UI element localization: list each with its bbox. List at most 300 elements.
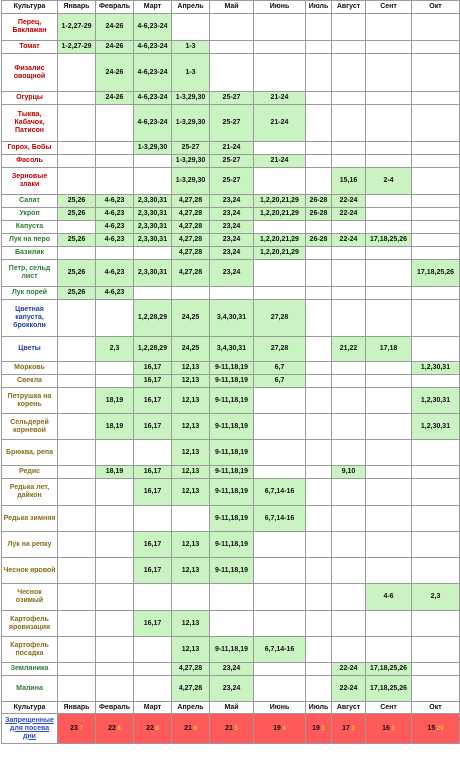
date-cell: 2-4: [366, 168, 412, 195]
crop-name: Редька зимняя: [2, 506, 58, 532]
table-row: [2, 168, 460, 195]
forbidden-day-cell: [332, 714, 366, 744]
date-cell: [254, 611, 306, 637]
date-cell: [210, 611, 254, 637]
crop-name: Картофель посадка: [2, 637, 58, 663]
crop-name: Лук порей: [2, 287, 58, 300]
date-cell: [96, 168, 134, 195]
date-cell: [96, 142, 134, 155]
crop-name: Лук на перо: [2, 234, 58, 247]
crop-name: Лук на репку: [2, 532, 58, 558]
footer-column-header: Февраль: [96, 702, 134, 714]
date-cell: [96, 532, 134, 558]
date-cell: [210, 287, 254, 300]
date-cell: [412, 466, 460, 479]
date-cell: [254, 142, 306, 155]
date-cell: 4-6,23: [96, 221, 134, 234]
date-cell: [306, 440, 332, 466]
date-cell: [412, 532, 460, 558]
forbidden-day-main: 19: [273, 724, 281, 732]
date-cell: [412, 208, 460, 221]
date-cell: [412, 375, 460, 388]
date-cell: [96, 676, 134, 702]
date-cell: [366, 388, 412, 414]
date-cell: [332, 41, 366, 54]
date-cell: 9-11,18,19: [210, 558, 254, 584]
date-cell: [412, 676, 460, 702]
date-cell: [412, 300, 460, 337]
date-cell: 9-11,18,19: [210, 466, 254, 479]
date-cell: 4,27,28: [172, 676, 210, 702]
date-cell: [366, 414, 412, 440]
forbidden-day-secondary: 1: [389, 725, 395, 732]
date-cell: 24-26: [96, 54, 134, 92]
column-header: Сент: [366, 1, 412, 14]
date-cell: 25-27: [210, 105, 254, 142]
date-cell: [58, 247, 96, 260]
date-cell: 9,10: [332, 466, 366, 479]
date-cell: [306, 637, 332, 663]
date-cell: [306, 611, 332, 637]
date-cell: [254, 41, 306, 54]
date-cell: 25-27: [210, 92, 254, 105]
date-cell: 16,17: [134, 532, 172, 558]
date-cell: 4-6,23: [96, 260, 134, 287]
date-cell: [254, 663, 306, 676]
date-cell: 23,24: [210, 260, 254, 287]
footer-header-row: [2, 702, 460, 714]
date-cell: 1,2,20,21,29: [254, 234, 306, 247]
date-cell: 12,13: [172, 375, 210, 388]
date-cell: [366, 155, 412, 168]
date-cell: [254, 54, 306, 92]
date-cell: [332, 388, 366, 414]
date-cell: [254, 388, 306, 414]
date-cell: 4,27,28: [172, 260, 210, 287]
date-cell: 4,27,28: [172, 208, 210, 221]
date-cell: 22-24: [332, 208, 366, 221]
date-cell: [96, 362, 134, 375]
date-cell: [254, 532, 306, 558]
date-cell: [134, 440, 172, 466]
table-row: [2, 388, 460, 414]
date-cell: 23,24: [210, 208, 254, 221]
forbidden-day-secondary: 4: [280, 725, 286, 732]
date-cell: [134, 584, 172, 611]
date-cell: 3,4,30,31: [210, 300, 254, 337]
table-row: [2, 337, 460, 362]
date-cell: 22-24: [332, 676, 366, 702]
date-cell: 21-24: [210, 142, 254, 155]
date-cell: 23,24: [210, 676, 254, 702]
forbidden-day-secondary: 2: [349, 725, 355, 732]
date-cell: [58, 362, 96, 375]
column-header: Март: [134, 1, 172, 14]
forbidden-day-secondary: 7: [77, 725, 83, 732]
date-cell: [254, 584, 306, 611]
date-cell: 25-27: [172, 142, 210, 155]
date-cell: [254, 466, 306, 479]
date-cell: [366, 208, 412, 221]
forbidden-day-cell: [412, 714, 460, 744]
date-cell: [210, 41, 254, 54]
date-cell: [96, 637, 134, 663]
date-cell: 24,25: [172, 300, 210, 337]
date-cell: 1,2,30,31: [412, 414, 460, 440]
date-cell: [254, 440, 306, 466]
date-cell: [306, 14, 332, 41]
footer-column-header: Январь: [58, 702, 96, 714]
date-cell: 9-11,18,19: [210, 479, 254, 506]
date-cell: [58, 440, 96, 466]
date-cell: [254, 14, 306, 41]
date-cell: [172, 584, 210, 611]
table-row: [2, 208, 460, 221]
date-cell: [366, 14, 412, 41]
date-cell: [412, 221, 460, 234]
forbidden-day-main: 21: [184, 724, 192, 732]
table-row: [2, 41, 460, 54]
column-header: Май: [210, 1, 254, 14]
date-cell: 25-27: [210, 168, 254, 195]
date-cell: 9-11,18,19: [210, 506, 254, 532]
date-cell: [58, 414, 96, 440]
date-cell: [134, 247, 172, 260]
crop-name: Свекла: [2, 375, 58, 388]
date-cell: 27,28: [254, 300, 306, 337]
forbidden-days-row: [2, 714, 460, 744]
date-cell: [96, 479, 134, 506]
date-cell: 2,3,30,31: [134, 195, 172, 208]
date-cell: [306, 676, 332, 702]
forbidden-day-secondary: 6: [191, 725, 197, 732]
footer-column-header: Март: [134, 702, 172, 714]
date-cell: 1,2,30,31: [412, 362, 460, 375]
date-cell: [254, 221, 306, 234]
date-cell: [58, 388, 96, 414]
date-cell: [412, 287, 460, 300]
table-row: [2, 234, 460, 247]
date-cell: [254, 287, 306, 300]
date-cell: 24,25: [172, 337, 210, 362]
date-cell: [58, 168, 96, 195]
date-cell: 12,13: [172, 611, 210, 637]
date-cell: [58, 637, 96, 663]
date-cell: [306, 300, 332, 337]
forbidden-day-cell: [96, 714, 134, 744]
column-header: Июль: [306, 1, 332, 14]
date-cell: [366, 637, 412, 663]
date-cell: 26-28: [306, 234, 332, 247]
date-cell: [58, 663, 96, 676]
date-cell: [58, 142, 96, 155]
date-cell: [306, 532, 332, 558]
date-cell: [58, 676, 96, 702]
date-cell: 17,18,25,26: [412, 260, 460, 287]
date-cell: 23,24: [210, 663, 254, 676]
crop-name: Чеснок озимый: [2, 584, 58, 611]
date-cell: [306, 105, 332, 142]
date-cell: 4-6,23-24: [134, 41, 172, 54]
date-cell: [332, 479, 366, 506]
date-cell: [306, 155, 332, 168]
date-cell: [332, 506, 366, 532]
date-cell: [412, 611, 460, 637]
date-cell: 2,3: [412, 584, 460, 611]
date-cell: [96, 300, 134, 337]
date-cell: [58, 506, 96, 532]
date-cell: [134, 287, 172, 300]
date-cell: [412, 54, 460, 92]
date-cell: [96, 155, 134, 168]
date-cell: 2,3: [96, 337, 134, 362]
crop-name: Физалис овощной: [2, 54, 58, 92]
date-cell: 21-24: [254, 155, 306, 168]
date-cell: 24-26: [96, 14, 134, 41]
date-cell: [366, 466, 412, 479]
date-cell: [58, 155, 96, 168]
forbidden-day-main: 16: [382, 724, 390, 732]
date-cell: [332, 287, 366, 300]
table-row: [2, 676, 460, 702]
date-cell: [412, 41, 460, 54]
date-cell: [366, 479, 412, 506]
date-cell: 12,13: [172, 440, 210, 466]
column-header: Июнь: [254, 1, 306, 14]
column-header: Апрель: [172, 1, 210, 14]
date-cell: [96, 506, 134, 532]
date-cell: [58, 558, 96, 584]
date-cell: 16,17: [134, 558, 172, 584]
date-cell: [306, 142, 332, 155]
date-cell: [332, 440, 366, 466]
footer-column-header: Сент: [366, 702, 412, 714]
date-cell: [96, 663, 134, 676]
table-body: [2, 14, 460, 702]
date-cell: [306, 337, 332, 362]
date-cell: [412, 92, 460, 105]
forbidden-day-main: 15: [427, 724, 436, 732]
table-row: [2, 14, 460, 41]
date-cell: 1-3: [172, 54, 210, 92]
date-cell: [412, 440, 460, 466]
date-cell: 1,2,20,21,29: [254, 208, 306, 221]
forbidden-day-secondary: 8: [153, 725, 159, 732]
date-cell: 16,17: [134, 362, 172, 375]
date-cell: [306, 168, 332, 195]
header-row: [2, 1, 460, 14]
table-row: [2, 663, 460, 676]
date-cell: [254, 414, 306, 440]
date-cell: [306, 479, 332, 506]
date-cell: [96, 105, 134, 142]
date-cell: [306, 287, 332, 300]
date-cell: 1,2,20,21,29: [254, 195, 306, 208]
date-cell: 17,18,25,26: [366, 234, 412, 247]
date-cell: 12,13: [172, 532, 210, 558]
forbidden-day-cell: [254, 714, 306, 744]
crop-name: Перец, Баклажан: [2, 14, 58, 41]
footer-column-header: Окт: [412, 702, 460, 714]
date-cell: [58, 584, 96, 611]
footer-column-header: Культура: [2, 702, 58, 714]
table-row: [2, 105, 460, 142]
table-row: [2, 479, 460, 506]
date-cell: 12,13: [172, 558, 210, 584]
date-cell: 4,27,28: [172, 663, 210, 676]
date-cell: [332, 362, 366, 375]
date-cell: [366, 195, 412, 208]
forbidden-day-secondary: 5: [232, 725, 238, 732]
date-cell: [58, 105, 96, 142]
date-cell: 4,27,28: [172, 234, 210, 247]
date-cell: [134, 168, 172, 195]
date-cell: [412, 234, 460, 247]
date-cell: 17,18,25,26: [366, 663, 412, 676]
date-cell: [412, 637, 460, 663]
date-cell: 1-3,29,30: [134, 142, 172, 155]
date-cell: [254, 260, 306, 287]
date-cell: 9-11,18,19: [210, 375, 254, 388]
date-cell: 16,17: [134, 375, 172, 388]
forbidden-day-main: 22: [146, 724, 154, 732]
date-cell: [306, 221, 332, 234]
date-cell: 2,3,30,31: [134, 234, 172, 247]
date-cell: [332, 532, 366, 558]
date-cell: 16,17: [134, 466, 172, 479]
date-cell: 25,26: [58, 234, 96, 247]
forbidden-day-main: 17: [342, 724, 350, 732]
date-cell: [58, 92, 96, 105]
table-row: [2, 142, 460, 155]
date-cell: 1,2,30,31: [412, 388, 460, 414]
date-cell: [172, 14, 210, 41]
date-cell: [306, 260, 332, 287]
date-cell: [210, 54, 254, 92]
table-row: [2, 155, 460, 168]
date-cell: 25,26: [58, 208, 96, 221]
date-cell: [332, 260, 366, 287]
column-header: Август: [332, 1, 366, 14]
table-row: [2, 637, 460, 663]
date-cell: [366, 260, 412, 287]
crop-name: Тыква, Кабачок, Патисон: [2, 105, 58, 142]
date-cell: 21-24: [254, 105, 306, 142]
date-cell: [412, 155, 460, 168]
forbidden-day-cell: [134, 714, 172, 744]
table-row: [2, 54, 460, 92]
date-cell: 12,13: [172, 362, 210, 375]
date-cell: [254, 168, 306, 195]
date-cell: [412, 479, 460, 506]
date-cell: [134, 663, 172, 676]
date-cell: 22-24: [332, 234, 366, 247]
date-cell: 1-3,29,30: [172, 92, 210, 105]
date-cell: 12,13: [172, 466, 210, 479]
table-row: [2, 287, 460, 300]
table-row: [2, 532, 460, 558]
date-cell: [366, 92, 412, 105]
crop-name: Петр, сельд лист: [2, 260, 58, 287]
date-cell: 4,27,28: [172, 195, 210, 208]
date-cell: [332, 155, 366, 168]
crop-name: Салат: [2, 195, 58, 208]
table-row: [2, 195, 460, 208]
date-cell: 1-2,27-29: [58, 14, 96, 41]
date-cell: [254, 558, 306, 584]
date-cell: 4-6: [366, 584, 412, 611]
date-cell: 17,18,25,26: [366, 676, 412, 702]
date-cell: [412, 506, 460, 532]
date-cell: 15,16: [332, 168, 366, 195]
crop-name: Морковь: [2, 362, 58, 375]
date-cell: [412, 337, 460, 362]
forbidden-days-link[interactable]: Запрещенные для посева дни: [2, 714, 58, 744]
date-cell: 4-6,23: [96, 287, 134, 300]
date-cell: [306, 54, 332, 92]
date-cell: 24-26: [96, 41, 134, 54]
table-row: [2, 92, 460, 105]
date-cell: [332, 375, 366, 388]
forbidden-day-secondary: 6: [115, 725, 121, 732]
date-cell: 24-26: [96, 92, 134, 105]
forbidden-day-main: 22: [108, 724, 116, 732]
forbidden-day-secondary: 29: [435, 725, 444, 732]
table-row: [2, 300, 460, 337]
forbidden-day-main: 21: [225, 724, 233, 732]
date-cell: 25-27: [210, 155, 254, 168]
date-cell: 3,4,30,31: [210, 337, 254, 362]
date-cell: 16,17: [134, 414, 172, 440]
date-cell: [332, 221, 366, 234]
date-cell: 16,17: [134, 388, 172, 414]
date-cell: 2,3,30,31: [134, 260, 172, 287]
crop-name: Редька лет, дайкон: [2, 479, 58, 506]
date-cell: 16,17: [134, 479, 172, 506]
date-cell: 12,13: [172, 637, 210, 663]
forbidden-day-cell: [366, 714, 412, 744]
crop-name: Укроп: [2, 208, 58, 221]
date-cell: 1-3: [172, 41, 210, 54]
date-cell: [332, 54, 366, 92]
crop-name: Чеснок яровой: [2, 558, 58, 584]
date-cell: 1-3,29,30: [172, 155, 210, 168]
date-cell: [210, 584, 254, 611]
date-cell: [58, 466, 96, 479]
date-cell: 9-11,18,19: [210, 388, 254, 414]
crop-name: Горох, Бобы: [2, 142, 58, 155]
table-row: [2, 440, 460, 466]
date-cell: 4,27,28: [172, 221, 210, 234]
crop-name: Редис: [2, 466, 58, 479]
date-cell: 18,19: [96, 466, 134, 479]
date-cell: [306, 362, 332, 375]
date-cell: [366, 375, 412, 388]
date-cell: [366, 41, 412, 54]
date-cell: 2,3,30,31: [134, 221, 172, 234]
date-cell: [412, 558, 460, 584]
date-cell: 9-11,18,19: [210, 414, 254, 440]
date-cell: 26-28: [306, 208, 332, 221]
crop-name: Фасоль: [2, 155, 58, 168]
date-cell: [366, 558, 412, 584]
date-cell: [96, 247, 134, 260]
date-cell: [58, 54, 96, 92]
date-cell: 6,7,14-16: [254, 506, 306, 532]
date-cell: [366, 611, 412, 637]
date-cell: [96, 558, 134, 584]
forbidden-day-main: 19: [312, 724, 320, 732]
